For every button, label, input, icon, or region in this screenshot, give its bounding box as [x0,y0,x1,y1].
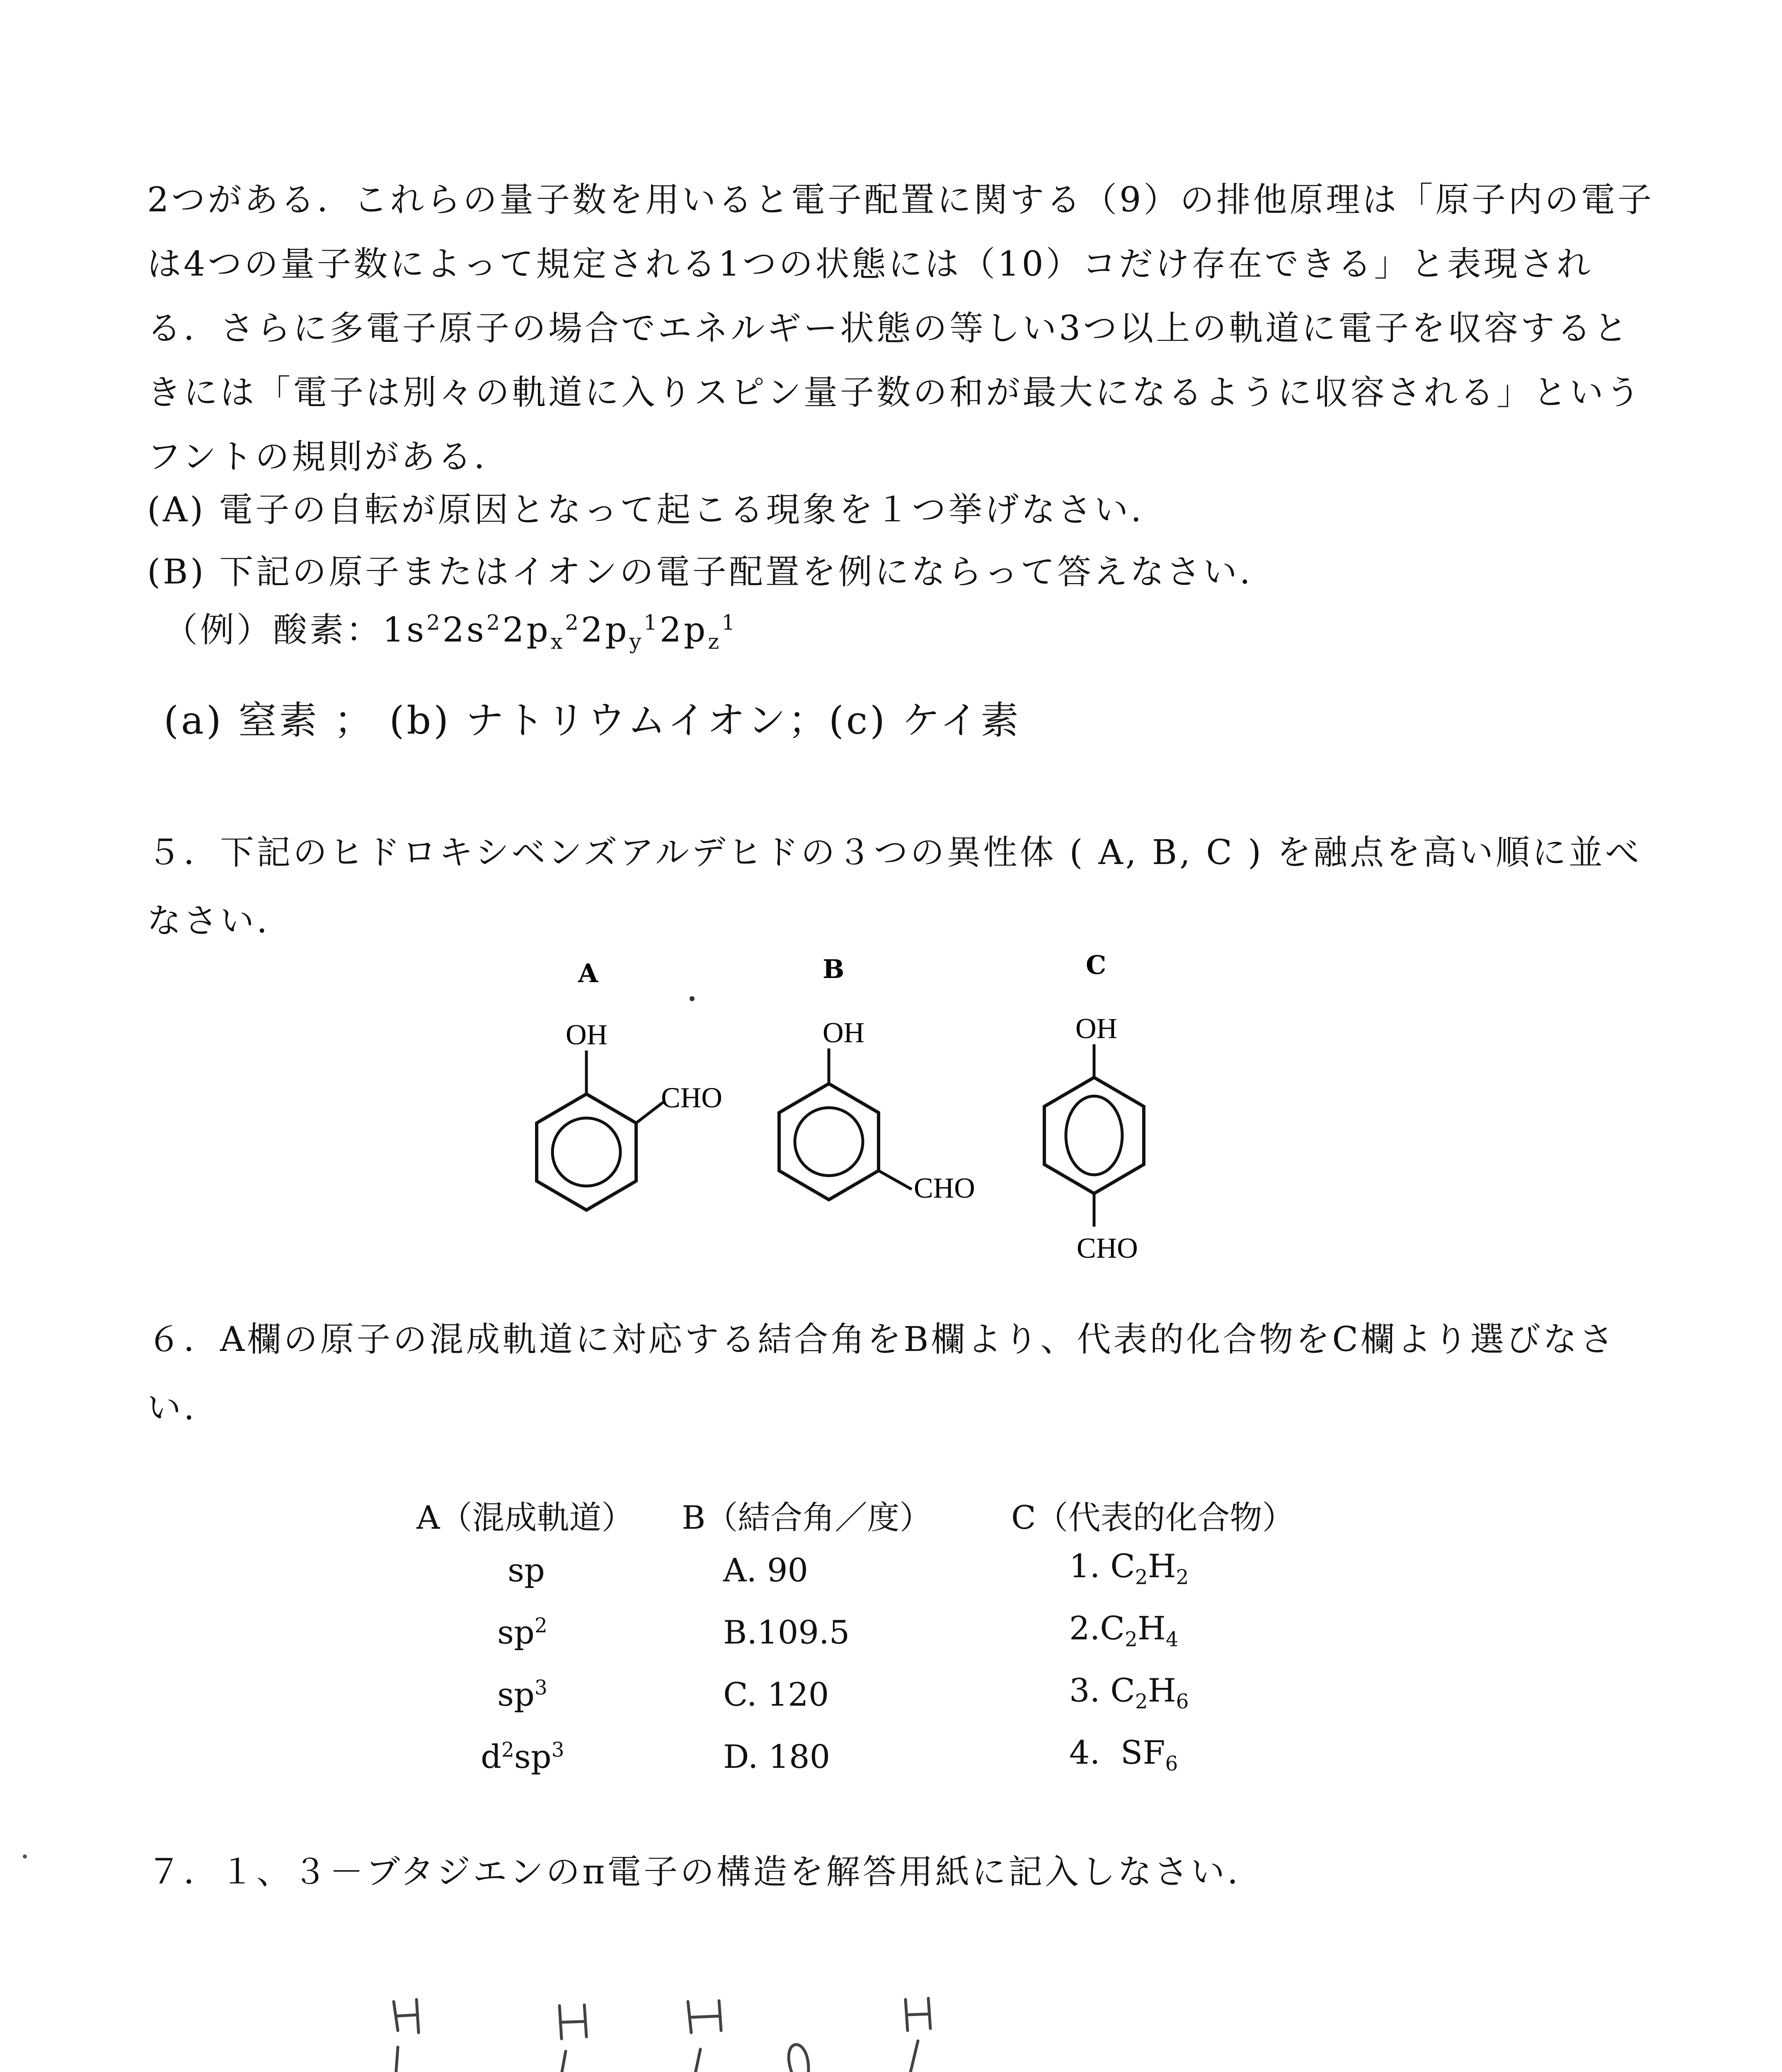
item-separator: ； [334,698,375,743]
handwritten-h [394,1999,419,2033]
hybrid-d2sp3: $d^2sp^3$ [481,1738,564,1776]
question-4b: (B) 下記の原子またはイオンの電子配置を例にならって答えなさい. [147,552,1253,592]
example-config: $1s^22s^22p_x^22p_y^12p_z^1$ [383,610,738,654]
angle-a: A. 90 [723,1552,809,1589]
hybrid-sp2: $sp^2$ [497,1614,547,1651]
table-header-c: C（代表的化合物） [1011,1499,1295,1537]
handwritten-h [688,2001,721,2033]
question-6: ６．A欄の原子の混成軌道に対応する結合角をB欄より、代表的化合物をC欄より選びなさい. [147,1320,1616,1428]
handwritten-h [906,1998,930,2031]
handwritten-h [559,2005,586,2039]
hybrid-sp3: $sp^3$ [497,1676,547,1714]
angle-d: D. 180 [723,1738,830,1776]
hybrid-sp: sp [508,1552,545,1589]
isomer-a-cho: CHO [661,1082,722,1114]
item-c: ；(c) ケイ素 [788,698,1021,743]
angle-b: B.109.5 [723,1614,850,1651]
question-4a: (A) 電子の自転が原因となって起こる現象を１つ挙げなさい. [147,490,1144,530]
table-header-b: B（結合角／度） [682,1499,932,1537]
compound-2: $2.C_2H_4$ [1069,1610,1179,1651]
isomer-c-cho: CHO [1077,1232,1138,1264]
example-label: （例）酸素： [164,610,383,650]
isomer-c-oh: OH [1075,1013,1118,1045]
angle-c: C. 120 [723,1676,829,1714]
compound-4: 4. $SF_6$ [1069,1734,1178,1776]
item-b: (b) ナトリウムイオン [389,698,788,743]
intro-paragraph: 2つがある．これらの量子数を用いると電子配置に関する（9）の排他原理は「原子内の電子は4つの量子数によって規定される1つの状態には（10）コだけ存在できる」と表現される．さらに多電子原子の場合でエネルギー状態の等しい3つ以上の軌道に電子を収容するときには「電子は別々の軌道に入りスピン量子数の和が最大になるように収容される」というフントの規則がある． [147,180,1654,477]
isomer-b-label: B [823,954,845,984]
isomer-b-cho: CHO [914,1172,975,1204]
compound-3: 3. $C_2H_6$ [1069,1672,1189,1714]
compound-1: 1. $C_2H_2$ [1069,1548,1189,1589]
table-header-a: A（混成軌道） [416,1499,634,1537]
isomer-a-oh: OH [566,1019,608,1051]
isomer-b-oh: OH [823,1017,865,1049]
question-5: ５．下記のヒドロキシベンズアルデヒドの３つの異性体 ( A, B, C ) を融点を高い順に並べなさい. [147,833,1642,941]
isomer-c-label: C [1086,950,1106,980]
item-a: (a) 窒素 [164,698,320,743]
question-7: ７．１、３－ブタジエンのπ電子の構造を解答用紙に記入しなさい. [147,1852,1241,1892]
isomer-a-label: A [578,958,598,988]
